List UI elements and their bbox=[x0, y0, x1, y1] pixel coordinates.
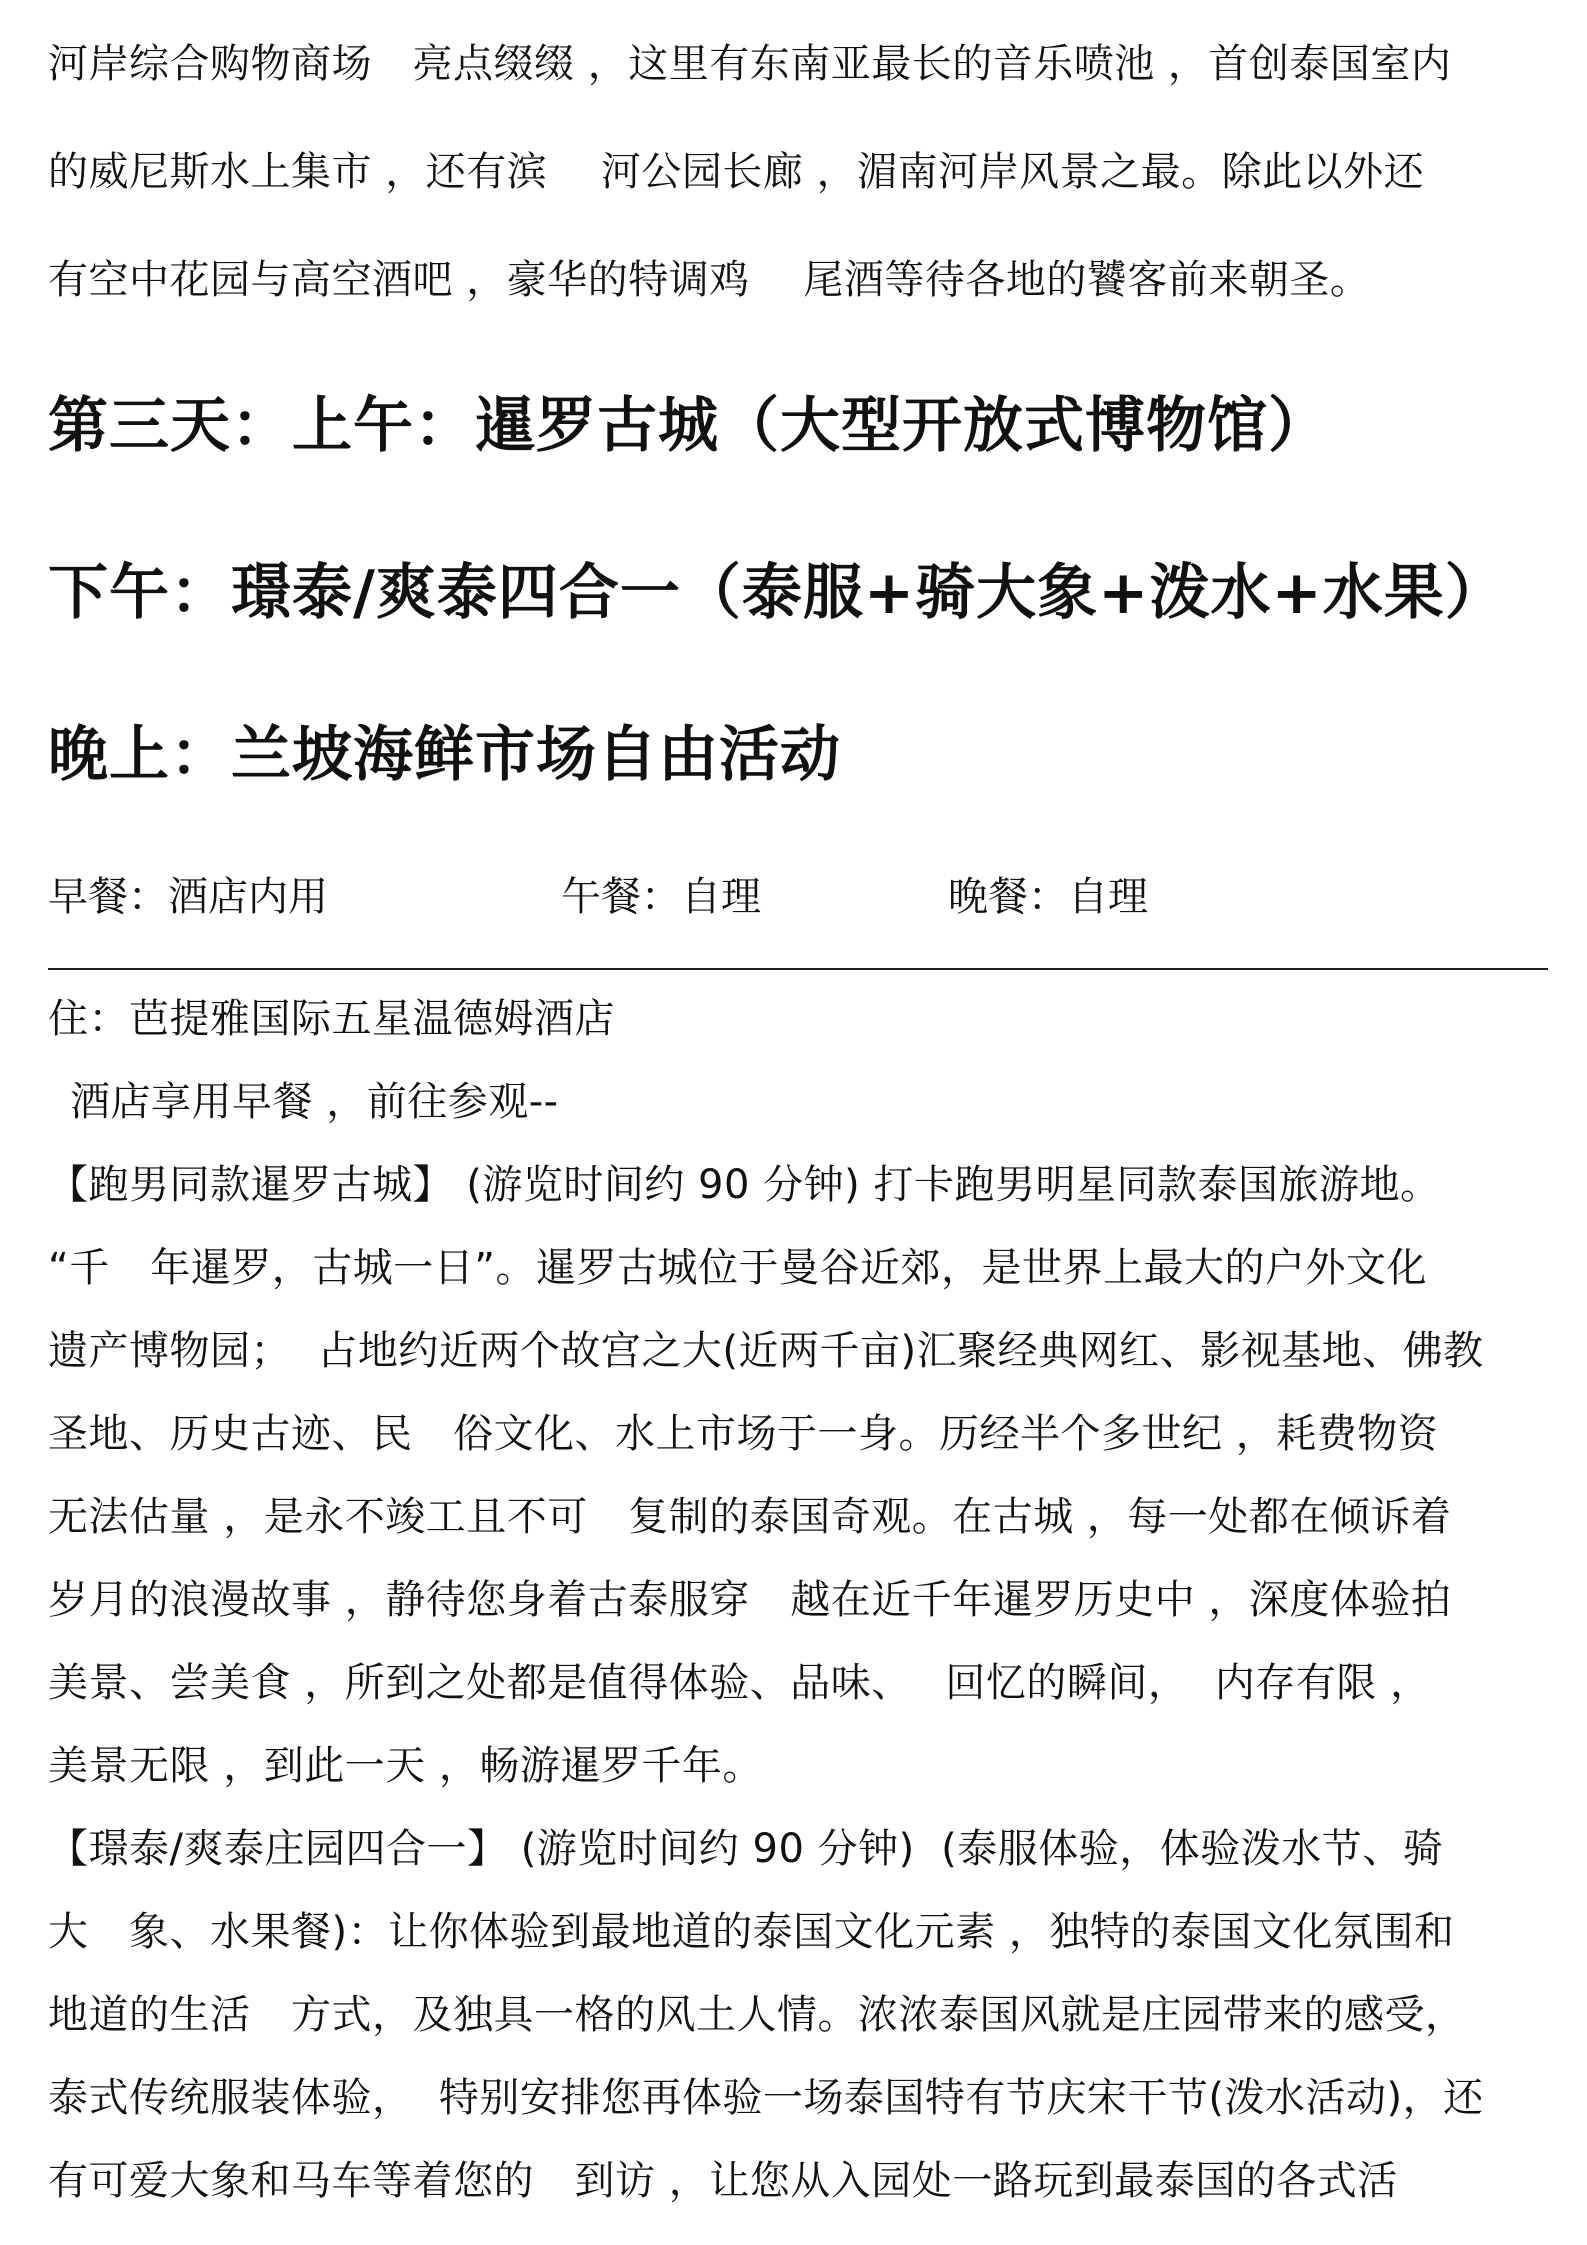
day3-evening-title: 晚上：兰坡海鲜市场自由活动 bbox=[48, 720, 841, 790]
body-line: 泰式传统服装体验， 特别安排您再体验一场泰国特有节庆宋干节(泼水活动)，还 bbox=[48, 2075, 1484, 2121]
hotel-line: 住：芭提雅国际五星温德姆酒店 bbox=[48, 996, 615, 1042]
day3-description bbox=[48, 978, 1558, 2223]
day3-afternoon-title: 下午：璟泰/爽泰四合一（泰服+骑大象+泼水+水果） bbox=[48, 558, 1506, 628]
intro-line: 的威尼斯水上集市 ，还有滨 河公园长廊 ，湄南河岸风景之最。除此以外还 bbox=[48, 149, 1425, 195]
meal-lunch: 午餐：自理 bbox=[561, 874, 761, 920]
intro-line: 河岸综合购物商场 亮点缀缀 ，这里有东南亚最长的音乐喷池 ，首创泰国室内 bbox=[48, 41, 1452, 87]
body-line: 酒店享用早餐 ，前往参观-- bbox=[70, 1079, 559, 1125]
body-line: 美景、尝美食 ，所到之处都是值得体验、品味、 回忆的瞬间， 内存有限 ， bbox=[48, 1660, 1431, 1706]
intro-paragraph bbox=[48, 10, 1548, 334]
divider-line bbox=[48, 968, 1548, 970]
body-line: 圣地、历史古迹、民 俗文化、水上市场于一身。历经半个多世纪 ，耗费物资 bbox=[48, 1411, 1439, 1457]
meals-row bbox=[48, 865, 1548, 925]
body-line: 美景无限 ，到此一天 ，畅游暹罗千年。 bbox=[48, 1743, 763, 1789]
body-line: 【跑男同款暹罗古城】 (游览时间约 90 分钟) 打卡跑男明星同款泰国旅游地。 bbox=[48, 1162, 1441, 1208]
body-line: “千 年暹罗，古城一日”。暹罗古城位于曼谷近郊，是世界上最大的户外文化 bbox=[48, 1245, 1427, 1291]
meal-breakfast: 早餐：酒店内用 bbox=[48, 874, 328, 920]
body-line: 【璟泰/爽泰庄园四合一】 (游览时间约 90 分钟) (泰服体验，体验泼水节、骑 bbox=[48, 1826, 1444, 1872]
body-line: 有可爱大象和马车等着您的 到访 ，让您从入园处一路玩到最泰国的各式活 bbox=[48, 2158, 1398, 2204]
intro-line: 有空中花园与高空酒吧 ，豪华的特调鸡 尾酒等待各地的饕客前来朝圣。 bbox=[48, 257, 1371, 303]
body-line: 遗产博物园； 占地约近两个故宫之大(近两千亩)汇聚经典网红、影视基地、佛教 bbox=[48, 1328, 1484, 1374]
day3-morning-title: 第三天：上午：暹罗古城（大型开放式博物馆） bbox=[48, 391, 1329, 461]
body-line: 地道的生活 方式，及独具一格的风土人情。浓浓泰国风就是庄园带来的感受， bbox=[48, 1992, 1466, 2038]
body-line: 岁月的浪漫故事 ，静待您身着古泰服穿 越在近千年暹罗历史中 ，深度体验拍 bbox=[48, 1577, 1452, 1623]
body-line: 大 象、水果餐)：让你体验到最地道的泰国文化元素 ，独特的泰国文化氛围和 bbox=[48, 1909, 1455, 1955]
meal-dinner: 晚餐：自理 bbox=[948, 874, 1148, 920]
body-line: 无法估量 ，是永不竣工且不可 复制的泰国奇观。在古城 ，每一处都在倾诉着 bbox=[48, 1494, 1452, 1540]
